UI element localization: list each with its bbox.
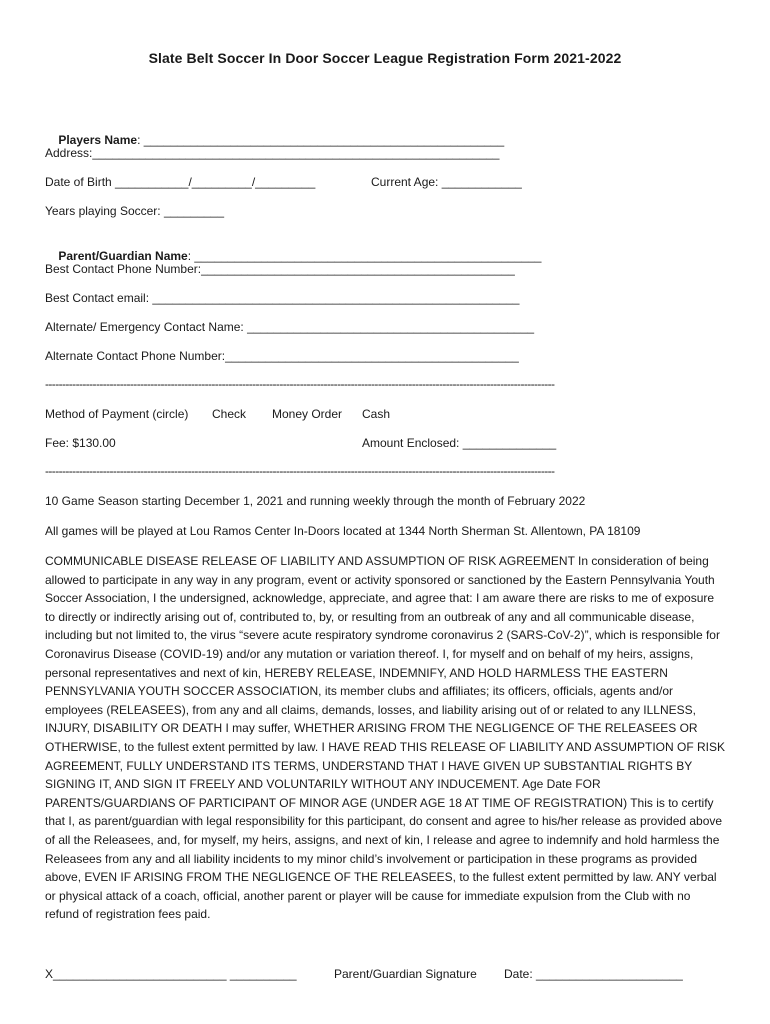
- separator-line: ------------------------------------------------------------------------------------------------------------------------------------------------------: [45, 377, 555, 391]
- season-info: 10 Game Season starting December 1, 2021 and running weekly through the month of February 2022: [45, 494, 586, 508]
- liability-waiver-text: COMMUNICABLE DISEASE RELEASE OF LIABILITY AND ASSUMPTION OF RISK AGREEMENT In consideration of being allowed to participate in any way in any program, event or activity sponsored or sanctioned by the Eastern Pennsylvania Youth Soccer Association, I the undersigned, acknowledge, appreciate, and agree that: I am aware there are risks to me of exposure to directly or indirectly arising out of, contributed to, by, or resulting from an outbreak of any and all communicable disease, including but not limited to, the virus “severe acute respiratory syndrome coronavirus 2 (SARS-CoV-2)”, which is responsible for Coronavirus Disease (COVID-19) and/or any mutation or variation thereof. I, for myself and on behalf of my heirs, assigns, personal representatives and next of kin, HEREBY RELEASE, INDEMNIFY, AND HOLD HARMLESS THE EASTERN PENNSYLVANIA YOUTH SOCCER ASSOCIATION, its member clubs and affiliates; its officers, officials, agents and/or employees (RELEASEES), from any and all claims, demands, losses, and liability arising out of or related to any ILLNESS, INJURY, DISABILITY OR DEATH I may suffer, WHETHER ARISING FROM THE NEGLIGENCE OF THE RELEASEES OR OTHERWISE, to the fullest extent permitted by law. I HAVE READ THIS RELEASE OF LIABILITY AND ASSUMPTION OF RISK AGREEMENT, FULLY UNDERSTAND ITS TERMS, UNDERSTAND THAT I HAVE GIVEN UP SUBSTANTIAL RIGHTS BY SIGNING IT, AND SIGN IT FREELY AND VOLUNTARILY WITHOUT ANY INDUCEMENT. Age Date FOR PARENTS/GUARDIANS OF PARTICIPANT OF MINOR AGE (UNDER AGE 18 AT TIME OF REGISTRATION) This is to certify that I, as parent/guardian with legal responsibility for this participant, do consent and agree to his/her release as provided above of all the Releasees, and, for myself, my heirs, assigns, and next of kin, I release and agree to indemnify and hold harmless the Releasees from any and all liability incidents to my minor child’s involvement or participation in these programs as provided above, EVEN IF ARISING FROM THE NEGLIGENCE OF THE RELEASEES, to the fullest extent permitted by law. ANY verbal or physical attack of a coach, official, another parent or player will be cause for immediate expulsion from the Club with no refund of registration fees paid.: [45, 554, 725, 922]
- payment-option-money-order[interactable]: Money Order: [272, 407, 343, 421]
- location-info: All games will be played at Lou Ramos Center In-Doors located at 1344 North Sherman St. Allentown, PA 18109: [45, 524, 641, 538]
- years-playing-field[interactable]: Years playing Soccer: _________: [45, 204, 225, 218]
- signature-label: Parent/Guardian Signature: [334, 967, 477, 981]
- players-name-blank[interactable]: : ______________________________________________________: [137, 133, 505, 147]
- best-contact-email-field[interactable]: Best Contact email: _______________________________________________________: [45, 291, 520, 305]
- amount-enclosed-field[interactable]: Amount Enclosed: ______________: [362, 436, 557, 450]
- emergency-contact-name-field[interactable]: Alternate/ Emergency Contact Name: ___________________________________________: [45, 320, 535, 334]
- current-age-field[interactable]: Current Age: ____________: [371, 175, 522, 189]
- form-title: Slate Belt Soccer In Door Soccer League Registration Form 2021-2022: [148, 50, 622, 66]
- payment-option-cash[interactable]: Cash: [362, 407, 391, 421]
- signature-date-field[interactable]: Date: ______________________: [504, 967, 683, 981]
- payment-method-label: Method of Payment (circle): [45, 407, 189, 421]
- players-name-label: Players Name: [58, 133, 138, 147]
- fee-text: Fee: $130.00: [45, 436, 116, 450]
- signature-line[interactable]: X__________________________ __________: [45, 967, 297, 981]
- address-field[interactable]: Address:_____________________________________________________________: [45, 146, 500, 160]
- separator-line: ------------------------------------------------------------------------------------------------------------------------------------------------------: [45, 464, 555, 478]
- parent-guardian-blank[interactable]: : ____________________________________________________: [187, 249, 542, 263]
- alternate-contact-phone-field[interactable]: Alternate Contact Phone Number:____________________________________________: [45, 349, 519, 363]
- parent-guardian-label: Parent/Guardian Name: [58, 249, 188, 263]
- date-of-birth-field[interactable]: Date of Birth ___________/_________/_________: [45, 175, 316, 189]
- best-contact-phone-field[interactable]: Best Contact Phone Number:_______________________________________________: [45, 262, 515, 276]
- payment-option-check[interactable]: Check: [212, 407, 247, 421]
